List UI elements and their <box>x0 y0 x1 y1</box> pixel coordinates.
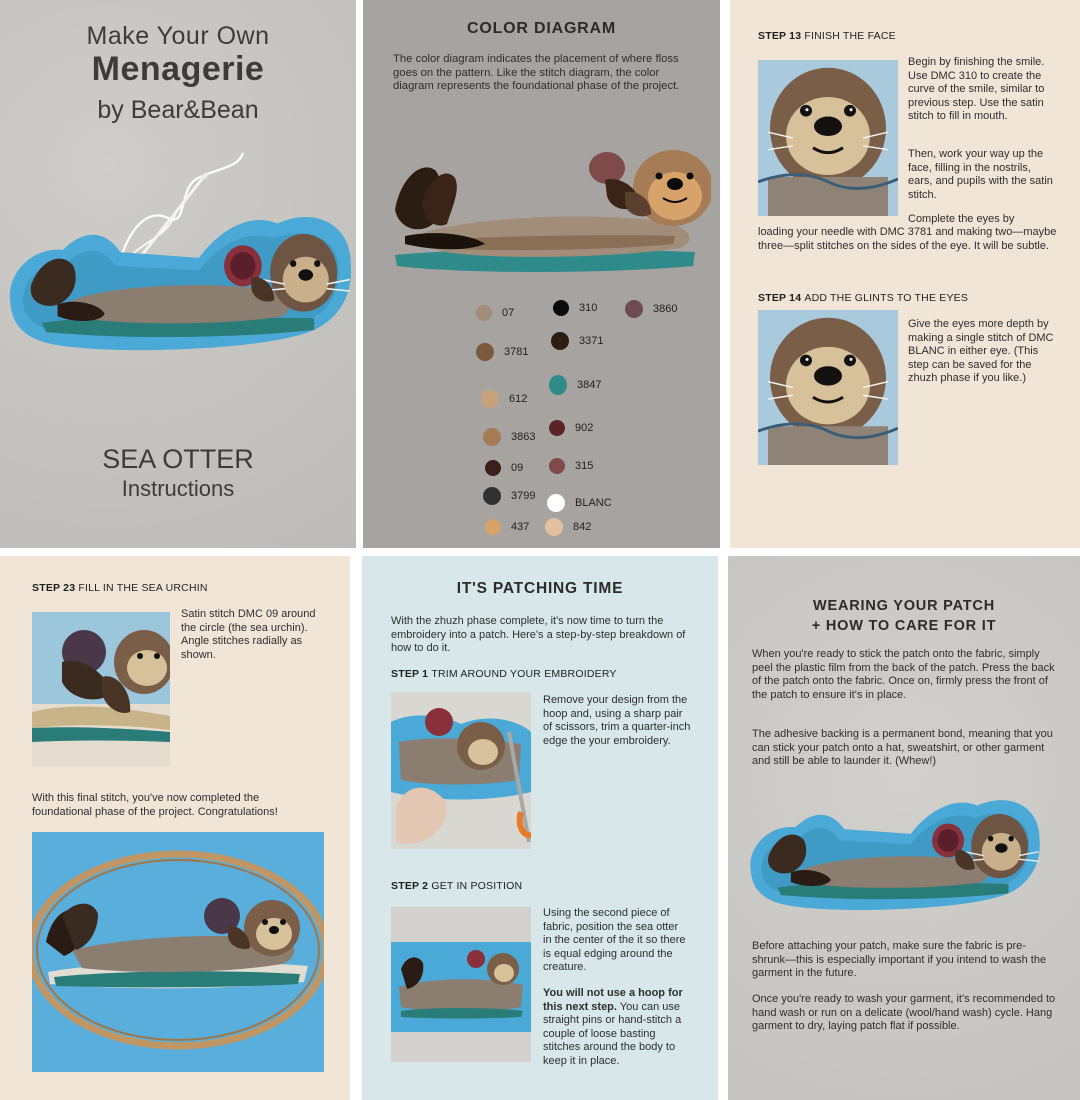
swatch-842 <box>545 518 563 536</box>
patching-step-2-text-2 <box>543 987 688 1068</box>
wearing-panel <box>728 556 1080 1100</box>
swatch-3799 <box>483 487 501 505</box>
cover-panel <box>0 0 356 548</box>
step-23-title: FILL IN THE SEA URCHIN <box>78 582 208 594</box>
swatch-3371 <box>551 332 569 350</box>
step-23-paragraph-1: Satin stitch DMC 09 around the circle (the sea urchin). Angle stitches radially as shown. <box>181 608 316 661</box>
position-patch-photo <box>391 907 531 1062</box>
patching-step-2-rest: You can use straight pins or hand-stitch a couple of loose basting stitches around the body to keep it in place. <box>543 1000 682 1067</box>
step-14-heading <box>758 292 968 304</box>
color-diagram-description: The color diagram indicates the placement of where floss goes on the pattern. Like the stitch diagram, the color diagram represents the foundational phase of the project. <box>393 53 680 92</box>
legend-item <box>549 420 593 436</box>
step-13-paragraph-3a: Complete the eyes by <box>908 213 1015 225</box>
legend-item <box>476 343 528 361</box>
step-13-heading <box>758 30 896 42</box>
hoop-embroidery-photo <box>32 832 324 1072</box>
sea-otter-patch-image <box>0 195 356 355</box>
patching-step-1-heading <box>391 668 617 680</box>
color-diagram-title: COLOR DIAGRAM <box>466 20 617 37</box>
finished-patch-photo <box>742 782 1044 914</box>
color-diagram-illustration <box>375 140 711 280</box>
legend-item <box>551 332 603 350</box>
step-23-paragraph-2: With this final stitch, you've now completed the foundational phase of the project. Congratulations! <box>32 792 278 818</box>
step-13-paragraph-1: Begin by finishing the smile. Use DMC 310 to create the curve of the smile, similar to previous step. Use the satin stitch to fill in mouth. <box>908 56 1045 122</box>
legend-item <box>547 494 612 512</box>
step-13-paragraph-3b: loading your needle with DMC 3781 and making two—maybe three—split stitches on the sides of the eye. It will be subtle. <box>758 226 1057 252</box>
legend-item <box>483 428 535 446</box>
legend-code: 612 <box>509 393 528 405</box>
trim-embroidery-photo <box>391 692 531 849</box>
legend-item <box>553 300 597 316</box>
step-23-heading <box>32 582 208 594</box>
legend-code: 902 <box>575 422 594 434</box>
legend-code: BLANC <box>575 497 612 509</box>
legend-code: 3781 <box>504 346 529 358</box>
legend-code: 3799 <box>511 490 536 502</box>
legend-item <box>483 487 535 505</box>
patching-step-1-title: TRIM AROUND YOUR EMBROIDERY <box>431 668 617 680</box>
patching-step-2-heading <box>391 880 522 892</box>
swatch-612 <box>481 390 499 408</box>
legend-code: 07 <box>502 307 515 319</box>
swatch-3781 <box>476 343 494 361</box>
step-14-photo <box>758 310 898 465</box>
step-14-paragraph: Give the eyes more depth by making a single stitch of DMC BLANC in either eye. (This step can be saved for the zhuzh phase if you like.) <box>908 318 1054 384</box>
legend-code: 3847 <box>577 379 602 391</box>
patching-intro: With the zhuzh phase complete, it's now time to turn the embroidery into a patch. Here's a step-by-step breakdown of how to do it. <box>391 615 686 654</box>
legend-item <box>485 519 529 535</box>
swatch-07 <box>476 305 492 321</box>
patching-step-2-text-1: Using the second piece of fabric, position the sea otter in the center of the it so there is equal edging around the creature. <box>543 907 686 973</box>
legend-code: 3371 <box>579 335 604 347</box>
swatch-310 <box>553 300 569 316</box>
patching-step-1-text: Remove your design from the hoop and, using a sharp pair of scissors, trim a quarter-inch edge the your embroidery. <box>543 694 691 747</box>
swatch-3860 <box>625 300 643 318</box>
legend-code: 09 <box>511 462 524 474</box>
swatch-437 <box>485 519 501 535</box>
wearing-paragraph-1: When you're ready to stick the patch onto the fabric, simply peel the plastic film from the back of the patch. Press the back of the patch onto the fabric. Once on, firmly press the front of the patch to ensure it's in place. <box>752 648 1055 701</box>
step-13-photo <box>758 60 898 216</box>
legend-code: 3863 <box>511 431 536 443</box>
patching-step-2-bold: You will not use a hoop for this next step. <box>543 987 683 1013</box>
swatch-3863 <box>483 428 501 446</box>
legend-item <box>476 305 514 321</box>
cover-subtitle-line2: Instructions <box>121 476 235 501</box>
patching-step-1-number: STEP 1 <box>391 668 429 680</box>
wearing-paragraph-4: Once you're ready to wash your garment, it's recommended to hand wash or run on a delicate (wool/hand wash) cycle. Hang garment to dry, laying patch flat if possible. <box>752 993 1056 1032</box>
wearing-title-line1: WEARING YOUR PATCH <box>813 598 995 614</box>
step-23-photo <box>32 612 170 766</box>
step-14-number: STEP 14 <box>758 292 802 304</box>
cover-brand: by Bear&Bean <box>97 96 259 124</box>
step-13-paragraph-2: Then, work your way up the face, filling in the nostrils, ears, and pupils with the satin stitch. <box>908 148 1053 201</box>
color-diagram-panel <box>363 0 720 548</box>
patching-step-2-title: GET IN POSITION <box>431 880 523 892</box>
legend-item <box>549 458 593 474</box>
legend-item <box>481 390 527 408</box>
wearing-title-line2: + HOW TO CARE FOR IT <box>811 618 997 634</box>
step-23-number: STEP 23 <box>32 582 76 594</box>
steps-13-14-panel <box>730 0 1080 548</box>
swatch-315 <box>549 458 565 474</box>
swatch-09 <box>485 460 501 476</box>
swatch-3847 <box>549 375 567 395</box>
patching-title: IT'S PATCHING TIME <box>456 580 624 597</box>
cover-title-line1: Make Your Own <box>86 22 270 50</box>
wearing-paragraph-2: The adhesive backing is a permanent bond, meaning that you can stick your patch onto a hat, sweatshirt, or other garment and still be able to launder it. (Whew!) <box>752 728 1053 767</box>
legend-code: 437 <box>511 521 530 533</box>
patching-panel <box>362 556 718 1100</box>
step-13-title: FINISH THE FACE <box>804 30 896 42</box>
legend-code: 315 <box>575 460 594 472</box>
legend-item <box>545 518 591 536</box>
step-23-panel <box>0 556 350 1100</box>
step-13-number: STEP 13 <box>758 30 802 42</box>
swatch-902 <box>549 420 565 436</box>
legend-item <box>549 375 601 395</box>
patching-step-2-number: STEP 2 <box>391 880 429 892</box>
legend-item <box>625 300 677 318</box>
wearing-paragraph-3: Before attaching your patch, make sure the fabric is pre-shrunk—this is especially important if you intend to wash the garment in the future. <box>752 940 1047 979</box>
legend-code: 842 <box>573 521 592 533</box>
cover-subtitle-line1: SEA OTTER <box>102 444 254 474</box>
legend-code: 3860 <box>653 303 678 315</box>
legend-item <box>485 460 523 476</box>
cover-title-line2: Menagerie <box>91 50 265 88</box>
step-14-title: ADD THE GLINTS TO THE EYES <box>804 292 969 304</box>
legend-code: 310 <box>579 302 598 314</box>
swatch-blanc <box>547 494 565 512</box>
